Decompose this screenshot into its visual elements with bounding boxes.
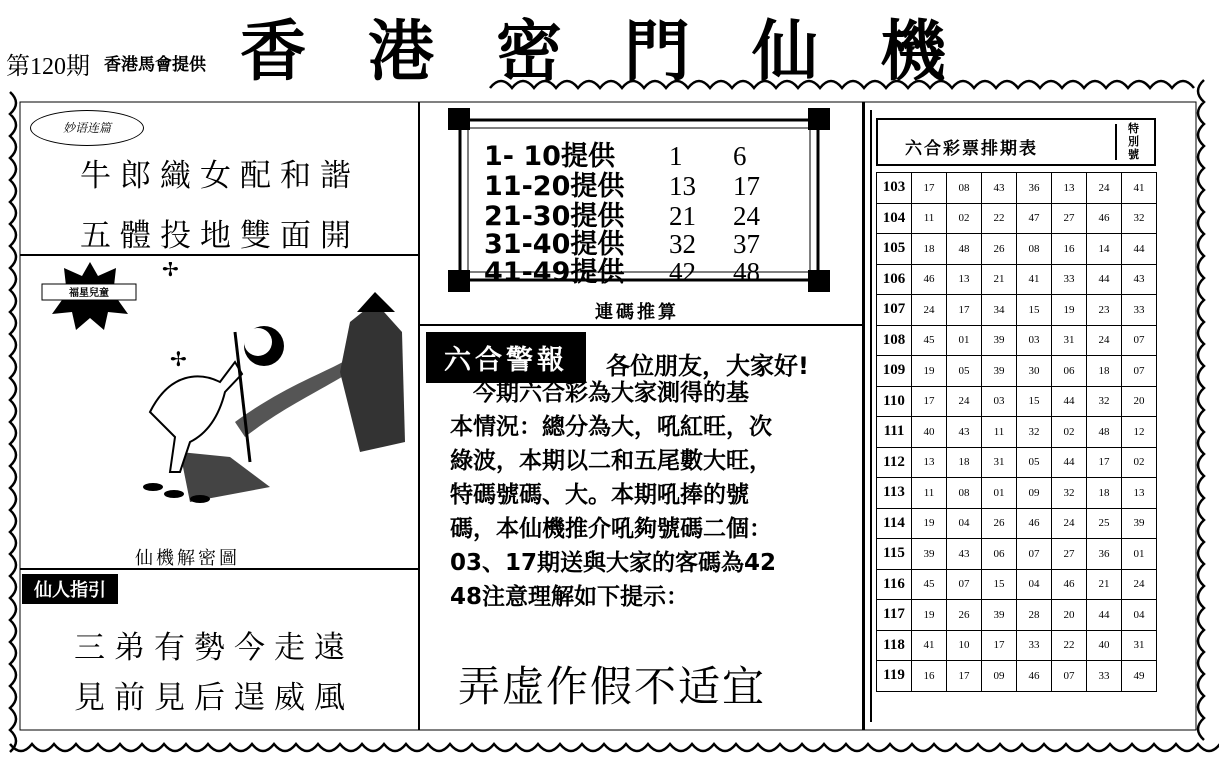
alert-line: 今期六合彩為大家測得的基 bbox=[450, 380, 749, 406]
verse-line: 牛郎織女配和諧 bbox=[80, 158, 360, 194]
number-cell: 41 bbox=[1122, 173, 1157, 204]
number-cell: 04 bbox=[947, 508, 982, 539]
number-cell: 31 bbox=[1052, 325, 1087, 356]
cliff-right bbox=[340, 302, 405, 452]
number-cell: 16 bbox=[1052, 234, 1087, 265]
provide-row: 21-30提供 21 24 bbox=[484, 201, 760, 232]
number-cell: 43 bbox=[947, 417, 982, 448]
number-cell: 34 bbox=[982, 295, 1017, 326]
table-row bbox=[877, 478, 1157, 509]
number-cell: 19 bbox=[912, 356, 947, 387]
number-cell: 36 bbox=[1087, 539, 1122, 570]
number-cell: 22 bbox=[982, 203, 1017, 234]
number-cell: 19 bbox=[912, 600, 947, 631]
number-cell: 13 bbox=[1052, 173, 1087, 204]
number-cell: 30 bbox=[1017, 356, 1052, 387]
verse-line: 見前見后逞威風 bbox=[74, 680, 354, 716]
table-row bbox=[877, 234, 1157, 265]
number-cell: 18 bbox=[912, 234, 947, 265]
number-cell: 43 bbox=[982, 173, 1017, 204]
alert-line: 03、17期送與大家的客碼為42 bbox=[450, 550, 777, 576]
issue-number: 第120期 bbox=[6, 54, 90, 80]
number-cell: 39 bbox=[1122, 508, 1157, 539]
verse-badge: 妙语连篇 bbox=[30, 110, 144, 146]
divider-left bbox=[418, 102, 420, 730]
number-cell: 45 bbox=[912, 325, 947, 356]
number-cell: 36 bbox=[1017, 173, 1052, 204]
number-cell: 45 bbox=[912, 569, 947, 600]
number-cell: 12 bbox=[1122, 417, 1157, 448]
number-cell: 11 bbox=[912, 203, 947, 234]
page-title: 香港密門仙機 bbox=[240, 13, 1008, 90]
period-cell: 116 bbox=[877, 569, 912, 600]
provide-row: 31-40提供 32 37 bbox=[484, 229, 760, 260]
schedule-table bbox=[876, 172, 1157, 692]
number-cell: 39 bbox=[982, 325, 1017, 356]
alert-line: 綠波，本期以二和五尾數大旺， bbox=[450, 448, 772, 474]
number-cell: 44 bbox=[1087, 264, 1122, 295]
period-cell: 114 bbox=[877, 508, 912, 539]
number-cell: 08 bbox=[947, 173, 982, 204]
number-cell: 31 bbox=[1122, 630, 1157, 661]
number-cell: 48 bbox=[1087, 417, 1122, 448]
number-cell: 15 bbox=[1017, 386, 1052, 417]
number-cell: 06 bbox=[982, 539, 1017, 570]
number-cell: 44 bbox=[1052, 447, 1087, 478]
period-cell: 112 bbox=[877, 447, 912, 478]
number-cell: 26 bbox=[982, 508, 1017, 539]
number-cell: 39 bbox=[982, 356, 1017, 387]
period-cell: 119 bbox=[877, 661, 912, 692]
period-cell: 115 bbox=[877, 539, 912, 570]
table-row bbox=[877, 508, 1157, 539]
number-cell: 17 bbox=[912, 386, 947, 417]
number-cell: 04 bbox=[1122, 600, 1157, 631]
number-cell: 07 bbox=[1122, 356, 1157, 387]
dragonfly-icon: ✢ bbox=[162, 262, 179, 281]
number-cell: 43 bbox=[947, 539, 982, 570]
number-cell: 17 bbox=[1087, 447, 1122, 478]
schedule-title: 六合彩票排期表 bbox=[905, 139, 1038, 159]
number-cell: 24 bbox=[1087, 325, 1122, 356]
number-cell: 13 bbox=[947, 264, 982, 295]
number-cell: 04 bbox=[1017, 569, 1052, 600]
number-cell: 17 bbox=[947, 295, 982, 326]
number-cell: 46 bbox=[912, 264, 947, 295]
period-cell: 111 bbox=[877, 417, 912, 448]
number-cell: 05 bbox=[1017, 447, 1052, 478]
number-cell: 46 bbox=[1017, 508, 1052, 539]
rock bbox=[180, 452, 270, 502]
number-cell: 25 bbox=[1087, 508, 1122, 539]
dragonfly-icon: ✢ bbox=[170, 347, 187, 371]
number-cell: 27 bbox=[1052, 203, 1087, 234]
divider-provide bbox=[420, 324, 862, 326]
number-cell: 17 bbox=[947, 661, 982, 692]
alert-body bbox=[450, 376, 850, 614]
number-cell: 18 bbox=[947, 447, 982, 478]
number-cell: 01 bbox=[1122, 539, 1157, 570]
number-cell: 32 bbox=[1052, 478, 1087, 509]
period-cell: 118 bbox=[877, 630, 912, 661]
number-cell: 44 bbox=[1087, 600, 1122, 631]
period-cell: 105 bbox=[877, 234, 912, 265]
number-cell: 23 bbox=[1087, 295, 1122, 326]
table-row bbox=[877, 325, 1157, 356]
alert-line: 本情況：總分為大，吼紅旺，次 bbox=[450, 414, 772, 440]
number-cell: 07 bbox=[1017, 539, 1052, 570]
number-cell: 05 bbox=[947, 356, 982, 387]
number-cell: 22 bbox=[1052, 630, 1087, 661]
provider-label: 香港馬會提供 bbox=[104, 55, 206, 75]
number-cell: 20 bbox=[1052, 600, 1087, 631]
number-cell: 46 bbox=[1052, 569, 1087, 600]
number-cell: 19 bbox=[912, 508, 947, 539]
number-cell: 02 bbox=[1052, 417, 1087, 448]
number-cell: 07 bbox=[947, 569, 982, 600]
number-cell: 32 bbox=[1087, 386, 1122, 417]
number-cell: 40 bbox=[1087, 630, 1122, 661]
schedule-side-label: 特別號 bbox=[1128, 122, 1139, 161]
number-cell: 15 bbox=[982, 569, 1017, 600]
number-cell: 03 bbox=[1017, 325, 1052, 356]
number-cell: 01 bbox=[947, 325, 982, 356]
period-cell: 104 bbox=[877, 203, 912, 234]
schedule-edge bbox=[870, 110, 872, 722]
number-cell: 21 bbox=[1087, 569, 1122, 600]
number-cell: 39 bbox=[982, 600, 1017, 631]
number-cell: 08 bbox=[1017, 234, 1052, 265]
number-cell: 32 bbox=[1122, 203, 1157, 234]
number-cell: 33 bbox=[1017, 630, 1052, 661]
number-cell: 28 bbox=[1017, 600, 1052, 631]
number-cell: 41 bbox=[912, 630, 947, 661]
verse-line: 五體投地雙面開 bbox=[80, 218, 360, 254]
number-cell: 13 bbox=[1122, 478, 1157, 509]
table-row bbox=[877, 386, 1157, 417]
number-cell: 40 bbox=[912, 417, 947, 448]
number-cell: 18 bbox=[1087, 356, 1122, 387]
alert-line: 特碼號碼、大。本期吼捧的號 bbox=[450, 482, 749, 508]
number-cell: 03 bbox=[982, 386, 1017, 417]
period-cell: 110 bbox=[877, 386, 912, 417]
number-cell: 32 bbox=[1017, 417, 1052, 448]
number-cell: 16 bbox=[912, 661, 947, 692]
number-cell: 43 bbox=[1122, 264, 1157, 295]
number-cell: 08 bbox=[947, 478, 982, 509]
number-cell: 14 bbox=[1087, 234, 1122, 265]
period-cell: 106 bbox=[877, 264, 912, 295]
table-row bbox=[877, 417, 1157, 448]
number-cell: 11 bbox=[912, 478, 947, 509]
table-row bbox=[877, 600, 1157, 631]
number-cell: 06 bbox=[1052, 356, 1087, 387]
scene-caption: 仙機解密圖 bbox=[135, 548, 240, 569]
number-cell: 17 bbox=[912, 173, 947, 204]
number-cell: 11 bbox=[982, 417, 1017, 448]
alert-line: 48注意理解如下提示： bbox=[450, 584, 690, 610]
provide-row: 11-20提供 13 17 bbox=[484, 171, 760, 202]
number-cell: 24 bbox=[947, 386, 982, 417]
number-cell: 10 bbox=[947, 630, 982, 661]
table-row bbox=[877, 569, 1157, 600]
number-cell: 39 bbox=[912, 539, 947, 570]
scene-badge-text: 福星兒童 bbox=[69, 288, 109, 299]
period-cell: 113 bbox=[877, 478, 912, 509]
table-row bbox=[877, 447, 1157, 478]
period-cell: 107 bbox=[877, 295, 912, 326]
number-cell: 24 bbox=[912, 295, 947, 326]
alert-label: 六合警報 bbox=[426, 332, 586, 383]
number-cell: 18 bbox=[1087, 478, 1122, 509]
alert-line: 碼，本仙機推介吼夠號碼二個： bbox=[450, 516, 772, 542]
starburst-badge bbox=[42, 262, 136, 330]
number-cell: 02 bbox=[1122, 447, 1157, 478]
provide-row: 41-49提供 42 48 bbox=[484, 257, 760, 288]
table-row bbox=[877, 630, 1157, 661]
number-cell: 13 bbox=[912, 447, 947, 478]
number-cell: 17 bbox=[982, 630, 1017, 661]
number-cell: 15 bbox=[1017, 295, 1052, 326]
period-cell: 108 bbox=[877, 325, 912, 356]
pavilion bbox=[357, 292, 395, 312]
number-cell: 24 bbox=[1122, 569, 1157, 600]
number-cell: 46 bbox=[1087, 203, 1122, 234]
number-cell: 46 bbox=[1017, 661, 1052, 692]
number-cell: 20 bbox=[1122, 386, 1157, 417]
table-row bbox=[877, 356, 1157, 387]
guide-label: 仙人指引 bbox=[22, 574, 118, 604]
period-cell: 117 bbox=[877, 600, 912, 631]
number-cell: 44 bbox=[1052, 386, 1087, 417]
number-cell: 31 bbox=[982, 447, 1017, 478]
verse-line: 三弟有勢今走遠 bbox=[74, 630, 354, 666]
number-cell: 24 bbox=[1052, 508, 1087, 539]
period-cell: 109 bbox=[877, 356, 912, 387]
table-row bbox=[877, 173, 1157, 204]
table-row bbox=[877, 264, 1157, 295]
divider-right bbox=[862, 102, 865, 730]
number-cell: 47 bbox=[1017, 203, 1052, 234]
number-cell: 26 bbox=[947, 600, 982, 631]
number-cell: 21 bbox=[982, 264, 1017, 295]
provide-caption: 連碼推算 bbox=[595, 302, 679, 323]
number-cell: 33 bbox=[1087, 661, 1122, 692]
table-row bbox=[877, 539, 1157, 570]
scene-illustration bbox=[30, 262, 414, 542]
number-cell: 02 bbox=[947, 203, 982, 234]
number-cell: 19 bbox=[1052, 295, 1087, 326]
number-cell: 26 bbox=[982, 234, 1017, 265]
number-cell: 33 bbox=[1122, 295, 1157, 326]
number-cell: 09 bbox=[1017, 478, 1052, 509]
table-row bbox=[877, 295, 1157, 326]
number-cell: 33 bbox=[1052, 264, 1087, 295]
number-cell: 07 bbox=[1052, 661, 1087, 692]
number-cell: 24 bbox=[1087, 173, 1122, 204]
number-cell: 49 bbox=[1122, 661, 1157, 692]
big-verse: 弄虚作假不适宜 bbox=[458, 662, 767, 711]
period-cell: 103 bbox=[877, 173, 912, 204]
number-cell: 09 bbox=[982, 661, 1017, 692]
alert-greeting: 各位朋友，大家好! bbox=[606, 352, 809, 380]
number-cell: 41 bbox=[1017, 264, 1052, 295]
number-cell: 07 bbox=[1122, 325, 1157, 356]
provide-row: 1- 10提供 1 6 bbox=[484, 141, 747, 172]
number-cell: 44 bbox=[1122, 234, 1157, 265]
number-cell: 01 bbox=[982, 478, 1017, 509]
table-row bbox=[877, 661, 1157, 692]
number-cell: 48 bbox=[947, 234, 982, 265]
number-cell: 27 bbox=[1052, 539, 1087, 570]
table-row bbox=[877, 203, 1157, 234]
